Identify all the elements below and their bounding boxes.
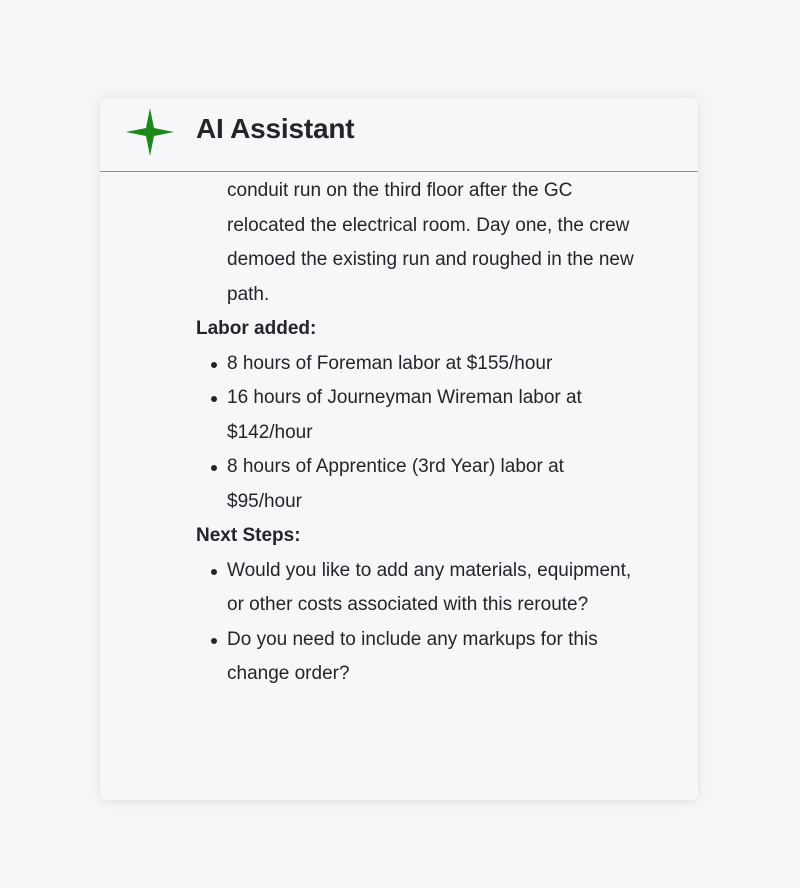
panel-header: [100, 98, 698, 172]
list-item: 8 hours of Foreman labor at $155/hour: [196, 347, 636, 382]
list-item: Do you need to include any markups for this change order?: [196, 623, 636, 692]
next-steps-title: Next Steps:: [196, 525, 301, 546]
list-item: 16 hours of Journeyman Wireman labor at $142/hour: [196, 381, 636, 450]
assistant-panel: [100, 98, 698, 800]
next-steps-list: [196, 554, 636, 692]
labor-list: [196, 347, 636, 520]
labor-section-title: Labor added:: [196, 318, 317, 339]
message-intro: conduit run on the third floor after the GC relocated the electrical room. Day one, the crew demoed the existing run and roughed in the new path.: [227, 180, 634, 305]
message-body: [196, 174, 636, 692]
sparkle-star-icon: [126, 108, 174, 156]
panel-title: AI Assistant: [196, 113, 355, 144]
list-item: Would you like to add any materials, equipment, or other costs associated with this reroute?: [196, 554, 636, 623]
list-item: 8 hours of Apprentice (3rd Year) labor at $95/hour: [196, 450, 636, 519]
